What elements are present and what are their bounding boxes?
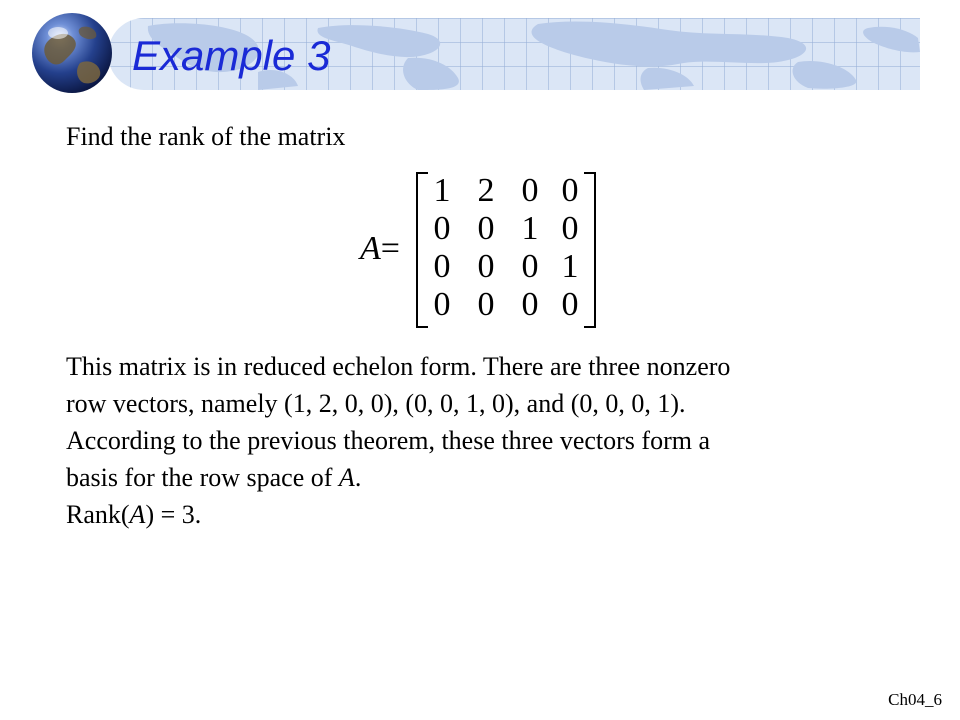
question-text: Find the rank of the matrix <box>66 122 346 151</box>
explanation-line: row vectors, namely (1, 2, 0, 0), (0, 0, 1, 0), and (0, 0, 0, 1). <box>66 389 686 418</box>
matrix-right-bracket <box>584 172 596 328</box>
matrix-cell: 0 <box>477 248 495 285</box>
matrix-label <box>360 229 400 269</box>
explanation-line: This matrix is in reduced echelon form. There are three nonzero <box>66 352 731 381</box>
matrix-grid <box>426 172 586 328</box>
explanation-line: According to the previous theorem, these three vectors form a <box>66 426 710 455</box>
matrix-cell: 0 <box>521 172 539 209</box>
matrix-cell: 0 <box>561 172 579 209</box>
matrix-cell: 0 <box>521 248 539 285</box>
rank-result-text: Rank( <box>66 500 130 529</box>
matrix-equation <box>360 172 610 328</box>
slide-number: Ch04_6 <box>888 690 942 709</box>
rank-result <box>66 496 896 533</box>
equals-sign: = <box>380 230 400 267</box>
matrix-cell: 2 <box>477 172 495 209</box>
explanation-line-text: basis for the row space of <box>66 463 339 492</box>
matrix-cell: 0 <box>433 210 451 247</box>
matrix-cell: 0 <box>477 210 495 247</box>
rank-result-text: ) = 3. <box>145 500 202 529</box>
explanation-text <box>66 348 896 533</box>
matrix-name: A <box>360 230 381 267</box>
explanation-line <box>66 459 896 496</box>
slide-title: Example 3 <box>132 32 331 79</box>
matrix-variable: A <box>129 500 146 529</box>
matrix-cell: 1 <box>433 172 451 209</box>
matrix-variable: A <box>338 463 355 492</box>
explanation-line-text: . <box>354 463 362 492</box>
matrix-cell: 0 <box>433 286 451 323</box>
globe-icon <box>30 11 114 95</box>
matrix-cell: 0 <box>561 210 579 247</box>
matrix-cell: 0 <box>477 286 495 323</box>
matrix-cell: 0 <box>561 286 579 323</box>
matrix-cell: 1 <box>561 248 579 285</box>
matrix-cell: 0 <box>521 286 539 323</box>
matrix-cell: 0 <box>433 248 451 285</box>
matrix-cell: 1 <box>521 210 539 247</box>
